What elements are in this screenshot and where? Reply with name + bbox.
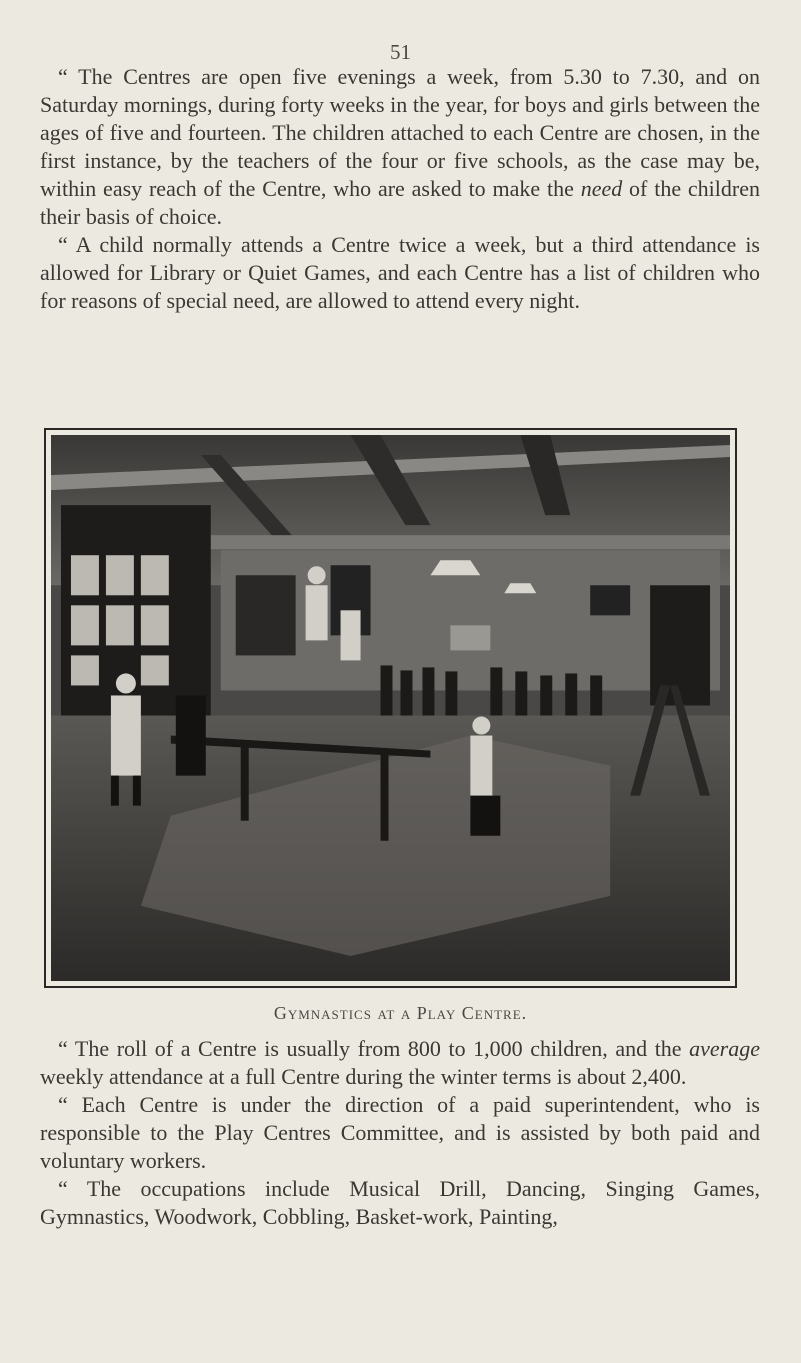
top-text-block	[40, 63, 760, 315]
bottom-text-block	[40, 1035, 760, 1231]
page-number: 51	[390, 40, 411, 64]
paragraph-roll: “ The roll of a Centre is usually from 800 to 1,000 children, and the average weekly attendance at a full Centre during the winter terms is about 2,400.	[40, 1036, 760, 1089]
paragraph-occupations: “ The occupations include Musical Drill, Dancing, Singing Games, Gymnastics, Woodwork, Cobbling, Basket-work, Painting,	[40, 1176, 760, 1229]
paragraph-attendance: “ A child normally attends a Centre twice a week, but a third attendance is allowed for Library or Quiet Games, and each Centre has a list of children who for reasons of special need, are allowed to attend every night.	[40, 232, 760, 313]
photo-illustration	[51, 435, 730, 981]
gymnastics-photograph	[44, 428, 737, 988]
paragraph-centres-open: “ The Centres are open five evenings a week, from 5.30 to 7.30, and on Saturday mornings, during forty weeks in the year, for boys and girls between the ages of five and fourteen. The children attached to each Centre are chosen, in the first instance, by the teachers of the four or five schools, as the case may be, within easy reach of the Centre, who are asked to make the need of the children their basis of choice.	[40, 64, 760, 229]
paragraph-superintendent: “ Each Centre is under the direction of a paid superintendent, who is responsible to the Play Centres Committee, and is assisted by both paid and voluntary workers.	[40, 1092, 760, 1173]
emphasis-average: average	[689, 1036, 760, 1061]
figure-caption: Gymnastics at a Play Centre.	[273, 1003, 528, 1023]
emphasis-need: need	[580, 176, 623, 201]
